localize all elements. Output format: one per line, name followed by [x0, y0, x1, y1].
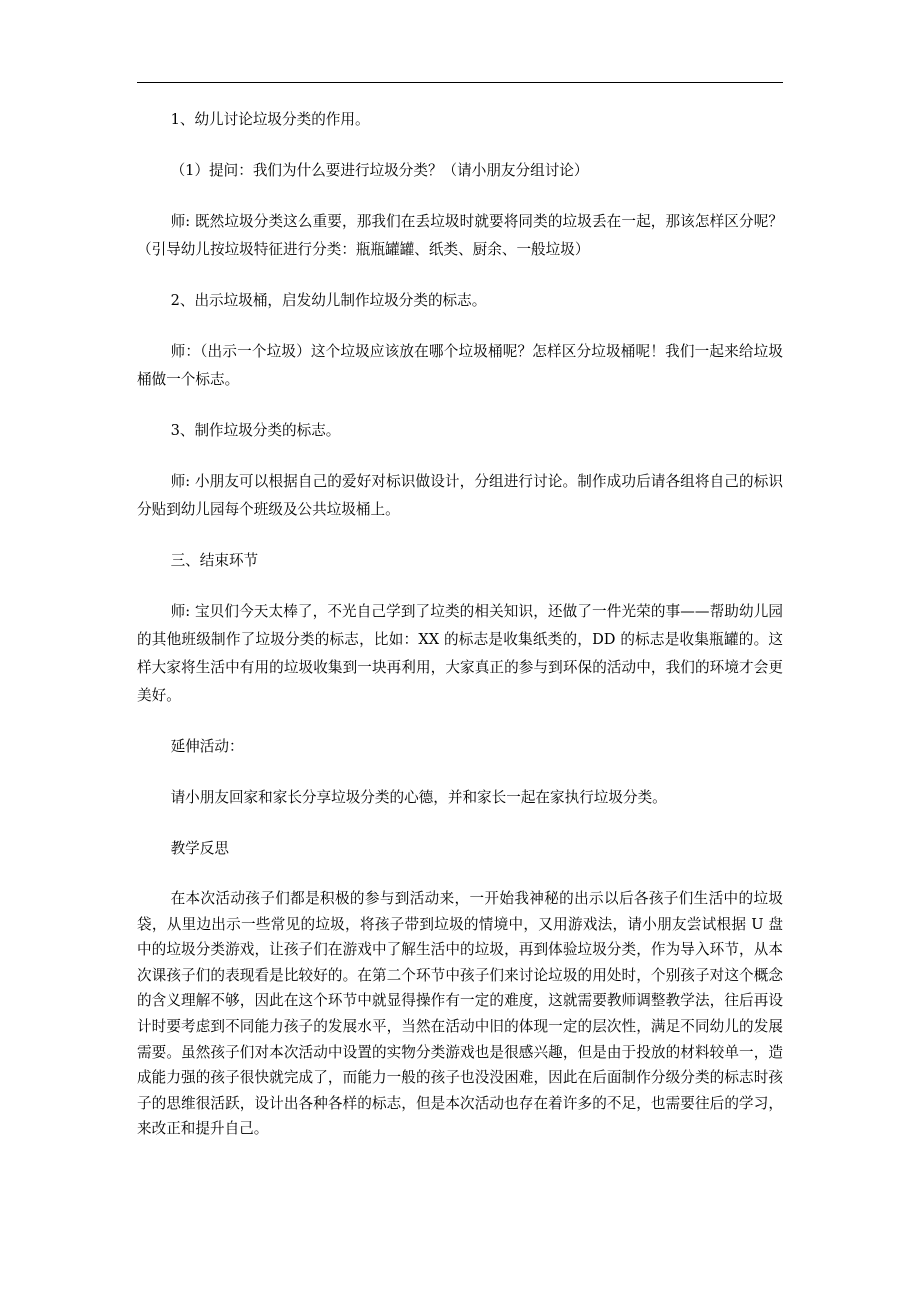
- document-body: [137, 106, 783, 1142]
- section-heading-reflection: 教学反思: [170, 840, 229, 857]
- paragraph-extension-activity: 请小朋友回家和家长分享垃圾分类的心德，并和家长一起在家执行垃圾分类。: [170, 789, 667, 806]
- paragraph-teacher-bins: 师：（出示一个垃圾）这个垃圾应该放在哪个垃圾桶呢？怎样区分垃圾桶呢！我们一起来给垃圾桶做一个标志。: [137, 343, 783, 388]
- paragraph-question: （1）提问：我们为什么要进行垃圾分类？（请小朋友分组讨论）: [170, 162, 589, 179]
- paragraph-teacher-sorting: 师: 既然垃圾分类这么重要，那我们在丢垃圾时就要将同类的垃圾丢在一起，那该怎样区分呢？（引导幼儿按垃圾特征进行分类：瓶瓶罐罐、纸类、厨余、一般垃圾）: [137, 213, 783, 258]
- section-heading-conclusion: 三、结束环节: [170, 552, 259, 569]
- paragraph-reflection: 在本次活动孩子们都是积极的参与到活动来，一开始我神秘的出示以后各孩子们生活中的垃圾袋，从里边出示一些常见的垃圾，将孩子带到垃圾的情境中，又用游戏法，请小朋友尝试根据 U 盘中的垃圾分类游戏，让孩子们在游戏中了解生活中的垃圾，再到体验垃圾分类，作为导入环节，从本次课孩子们的表现看是比较好的。在第二个环节中孩子们来讨论垃圾的用处时，个别孩子对这个概念的含义理解不够，因此在这个环节中就显得操作有一定的难度，这就需要教师调整教学法，往后再设计时要考虑到不同能力孩子的发展水平，当然在活动中旧的体现一定的层次性，满足不同幼儿的发展需要。虽然孩子们对本次活动中设置的实物分类游戏也是很感兴趣，但是由于投放的材料较单一，造成能力强的孩子很快就完成了，而能力一般的孩子也没没困难，因此在后面制作分级分类的标志时孩子的思维很活跃，设计出各种各样的标志，但是本次活动也存在着许多的不足，也需要往后的学习，来改正和提升自己。: [137, 890, 783, 1138]
- section-heading-extension: 延伸活动：: [170, 738, 244, 755]
- paragraph-make-signs-heading: 3、制作垃圾分类的标志。: [170, 422, 341, 439]
- paragraph-teacher-design: 师: 小朋友可以根据自己的爱好对标识做设计，分组进行讨论。制作成功后请各组将自己的标识分贴到幼儿园每个班级及公共垃圾桶上。: [137, 473, 783, 518]
- paragraph-show-bins-heading: 2、出示垃圾桶，启发幼儿制作垃圾分类的标志。: [170, 292, 487, 309]
- paragraph-discussion-heading: 1、幼儿讨论垃圾分类的作用。: [170, 111, 370, 128]
- paragraph-teacher-praise: 师: 宝贝们今天太棒了，不光自己学到了垃类的相关知识，还做了一件光荣的事——帮助幼儿园的其他班级制作了垃圾分类的标志，比如：XX 的标志是收集纸类的，DD 的标志是收集瓶罐的。这样大家将生活中有用的垃圾收集到一块再利用，大家真正的参与到环保的活动中，我们的环境才会更美好。: [137, 603, 783, 704]
- header-rule: [137, 82, 783, 83]
